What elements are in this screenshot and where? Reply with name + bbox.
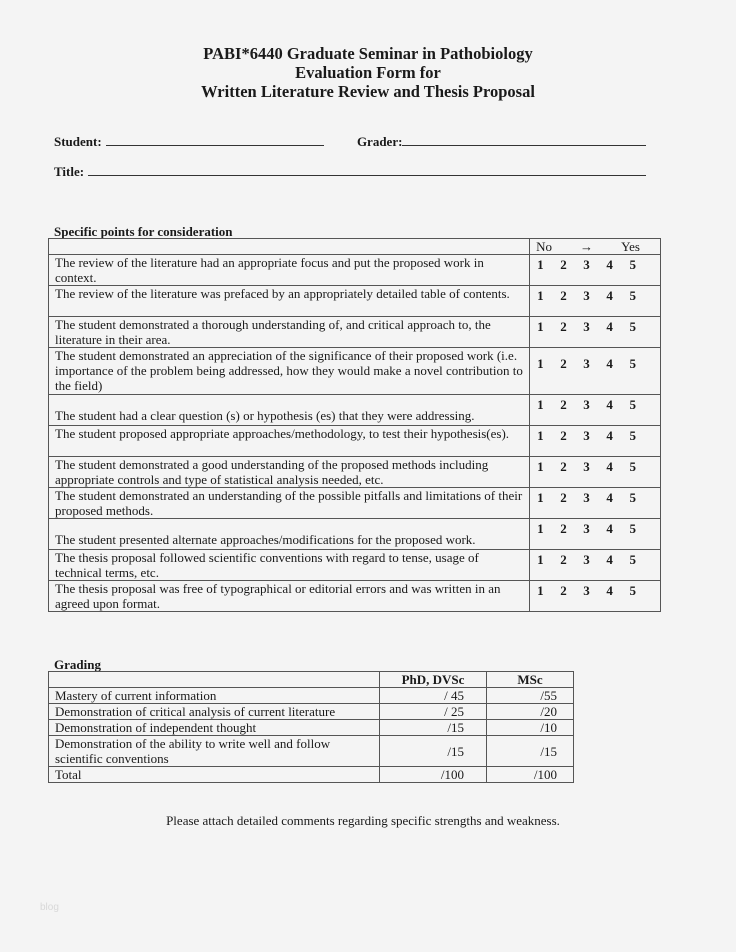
rating-option-5[interactable]: 5	[629, 583, 636, 598]
rating-scale	[530, 581, 661, 612]
rating-scale	[530, 317, 661, 348]
msc-score[interactable]: /55	[487, 688, 574, 704]
grading-row	[49, 704, 574, 720]
rating-option-1[interactable]: 1	[537, 356, 544, 371]
criteria-text: The student demonstrated an understanding of the possible pitfalls and limitations of their proposed methods.	[49, 488, 530, 519]
criteria-row	[49, 426, 661, 457]
rating-option-3[interactable]: 3	[583, 552, 590, 567]
criteria-header-row	[49, 239, 661, 255]
rating-option-4[interactable]: 4	[606, 257, 613, 272]
rating-option-3[interactable]: 3	[583, 428, 590, 443]
rating-scale	[530, 488, 661, 519]
rating-scale	[530, 286, 661, 317]
grader-field[interactable]	[402, 133, 646, 146]
grading-criterion: Total	[49, 767, 380, 783]
title-label: Title:	[54, 164, 85, 179]
criteria-row	[49, 550, 661, 581]
rating-option-3[interactable]: 3	[583, 521, 590, 536]
criteria-row	[49, 457, 661, 488]
rating-option-5[interactable]: 5	[629, 257, 636, 272]
rating-option-3[interactable]: 3	[583, 288, 590, 303]
rating-scale	[530, 457, 661, 488]
criteria-row	[49, 255, 661, 286]
title-row	[54, 163, 646, 180]
criteria-text: The thesis proposal followed scientific conventions with regard to tense, usage of technical terms, etc.	[49, 550, 530, 581]
msc-score[interactable]: /15	[487, 736, 574, 767]
rating-option-5[interactable]: 5	[629, 552, 636, 567]
rating-option-4[interactable]: 4	[606, 428, 613, 443]
criteria-row	[49, 286, 661, 317]
rating-option-5[interactable]: 5	[629, 428, 636, 443]
rating-option-3[interactable]: 3	[583, 459, 590, 474]
rating-option-1[interactable]: 1	[537, 459, 544, 474]
grading-table	[48, 671, 574, 783]
rating-option-1[interactable]: 1	[537, 319, 544, 334]
grading-criterion: Demonstration of critical analysis of current literature	[49, 704, 380, 720]
rating-scale	[530, 348, 661, 395]
rating-option-2[interactable]: 2	[560, 459, 567, 474]
grading-row	[49, 688, 574, 704]
rating-option-4[interactable]: 4	[606, 521, 613, 536]
rating-option-4[interactable]: 4	[606, 583, 613, 598]
rating-scale	[530, 519, 661, 550]
student-field[interactable]	[106, 133, 324, 146]
grading-row	[49, 767, 574, 783]
rating-option-3[interactable]: 3	[583, 490, 590, 505]
rating-option-1[interactable]: 1	[537, 521, 544, 536]
rating-option-2[interactable]: 2	[560, 428, 567, 443]
form-subject: Written Literature Review and Thesis Proposal	[201, 82, 535, 101]
form-subtitle: Evaluation Form for	[295, 63, 441, 82]
grading-criterion: Demonstration of independent thought	[49, 720, 380, 736]
rating-option-1[interactable]: 1	[537, 583, 544, 598]
rating-option-1[interactable]: 1	[537, 552, 544, 567]
grading-criterion: Demonstration of the ability to write well and follow scientific conventions	[49, 736, 380, 767]
rating-option-4[interactable]: 4	[606, 397, 613, 412]
rating-option-2[interactable]: 2	[560, 356, 567, 371]
criteria-row	[49, 519, 661, 550]
rating-option-2[interactable]: 2	[560, 288, 567, 303]
criteria-text: The student demonstrated an appreciation of the significance of their proposed work (i.e. importance of the problem being addressed, how they would make a novel contribution to the field)	[49, 348, 530, 395]
rating-option-5[interactable]: 5	[629, 288, 636, 303]
rating-option-1[interactable]: 1	[537, 490, 544, 505]
rating-scale	[530, 395, 661, 426]
rating-option-2[interactable]: 2	[560, 521, 567, 536]
scale-no: No	[536, 239, 553, 254]
student-label: Student:	[54, 134, 102, 149]
rating-option-3[interactable]: 3	[583, 319, 590, 334]
phd-score[interactable]: / 25	[380, 704, 487, 720]
rating-option-1[interactable]: 1	[537, 397, 544, 412]
rating-option-2[interactable]: 2	[560, 257, 567, 272]
rating-option-3[interactable]: 3	[583, 583, 590, 598]
watermark: blog	[40, 902, 59, 913]
rating-option-4[interactable]: 4	[606, 459, 613, 474]
msc-score[interactable]: /20	[487, 704, 574, 720]
criteria-row	[49, 395, 661, 426]
criteria-text: The review of the literature had an appropriate focus and put the proposed work in context.	[49, 255, 530, 286]
criteria-text: The thesis proposal was free of typographical or editorial errors and was written in an agreed upon format.	[49, 581, 530, 612]
title-field[interactable]	[88, 163, 646, 176]
msc-column-header: MSc	[487, 672, 574, 688]
scale-arrow-icon: →	[580, 239, 594, 254]
rating-option-2[interactable]: 2	[560, 583, 567, 598]
phd-score[interactable]: /15	[380, 720, 487, 736]
phd-column-header: PhD, DVSc	[380, 672, 487, 688]
criteria-section-label: Specific points for consideration	[54, 224, 233, 239]
phd-score[interactable]: /100	[380, 767, 487, 783]
criteria-table	[48, 238, 661, 612]
criteria-text: The review of the literature was prefaced by an appropriately detailed table of contents.	[49, 286, 530, 317]
grading-row	[49, 720, 574, 736]
criteria-text: The student had a clear question (s) or hypothesis (es) that they were addressing.	[49, 395, 530, 426]
rating-option-4[interactable]: 4	[606, 356, 613, 371]
rating-option-5[interactable]: 5	[629, 319, 636, 334]
rating-option-1[interactable]: 1	[537, 288, 544, 303]
criteria-row	[49, 348, 661, 395]
grading-section-label: Grading	[54, 657, 101, 672]
rating-scale	[530, 550, 661, 581]
rating-option-1[interactable]: 1	[537, 428, 544, 443]
rating-option-5[interactable]: 5	[629, 397, 636, 412]
rating-option-4[interactable]: 4	[606, 490, 613, 505]
grader-label: Grader:	[356, 134, 403, 149]
phd-score[interactable]: /15	[380, 736, 487, 767]
rating-option-3[interactable]: 3	[583, 257, 590, 272]
criteria-row	[49, 581, 661, 612]
rating-option-4[interactable]: 4	[606, 319, 613, 334]
comments-note: Please attach detailed comments regarding specific strengths and weakness.	[166, 813, 560, 828]
criteria-row	[49, 317, 661, 348]
rating-option-3[interactable]: 3	[583, 356, 590, 371]
student-grader-row	[54, 133, 646, 150]
rating-option-5[interactable]: 5	[629, 490, 636, 505]
rating-option-1[interactable]: 1	[537, 257, 544, 272]
grading-row	[49, 736, 574, 767]
grading-criterion: Mastery of current information	[49, 688, 380, 704]
msc-score[interactable]: /10	[487, 720, 574, 736]
rating-option-2[interactable]: 2	[560, 552, 567, 567]
rating-option-2[interactable]: 2	[560, 397, 567, 412]
rating-option-2[interactable]: 2	[560, 490, 567, 505]
rating-scale	[530, 255, 661, 286]
rating-option-5[interactable]: 5	[629, 521, 636, 536]
phd-score[interactable]: / 45	[380, 688, 487, 704]
criteria-text: The student presented alternate approaches/modifications for the proposed work.	[49, 519, 530, 550]
scale-header	[530, 239, 661, 255]
form-title	[0, 44, 736, 101]
rating-option-3[interactable]: 3	[583, 397, 590, 412]
rating-option-4[interactable]: 4	[606, 288, 613, 303]
rating-option-4[interactable]: 4	[606, 552, 613, 567]
criteria-text: The student demonstrated a thorough understanding of, and critical approach to, the literature in their area.	[49, 317, 530, 348]
criteria-row	[49, 488, 661, 519]
grading-header-row	[49, 672, 574, 688]
rating-option-5[interactable]: 5	[629, 459, 636, 474]
rating-option-2[interactable]: 2	[560, 319, 567, 334]
criteria-text: The student proposed appropriate approaches/methodology, to test their hypothesis(es).	[49, 426, 530, 457]
rating-scale	[530, 426, 661, 457]
rating-option-5[interactable]: 5	[629, 356, 636, 371]
course-title: PABI*6440 Graduate Seminar in Pathobiology	[203, 44, 533, 63]
criteria-text: The student demonstrated a good understanding of the proposed methods including appropriate controls and type of statistical analysis needed, etc.	[49, 457, 530, 488]
msc-score[interactable]: /100	[487, 767, 574, 783]
scale-yes: Yes	[621, 239, 640, 254]
